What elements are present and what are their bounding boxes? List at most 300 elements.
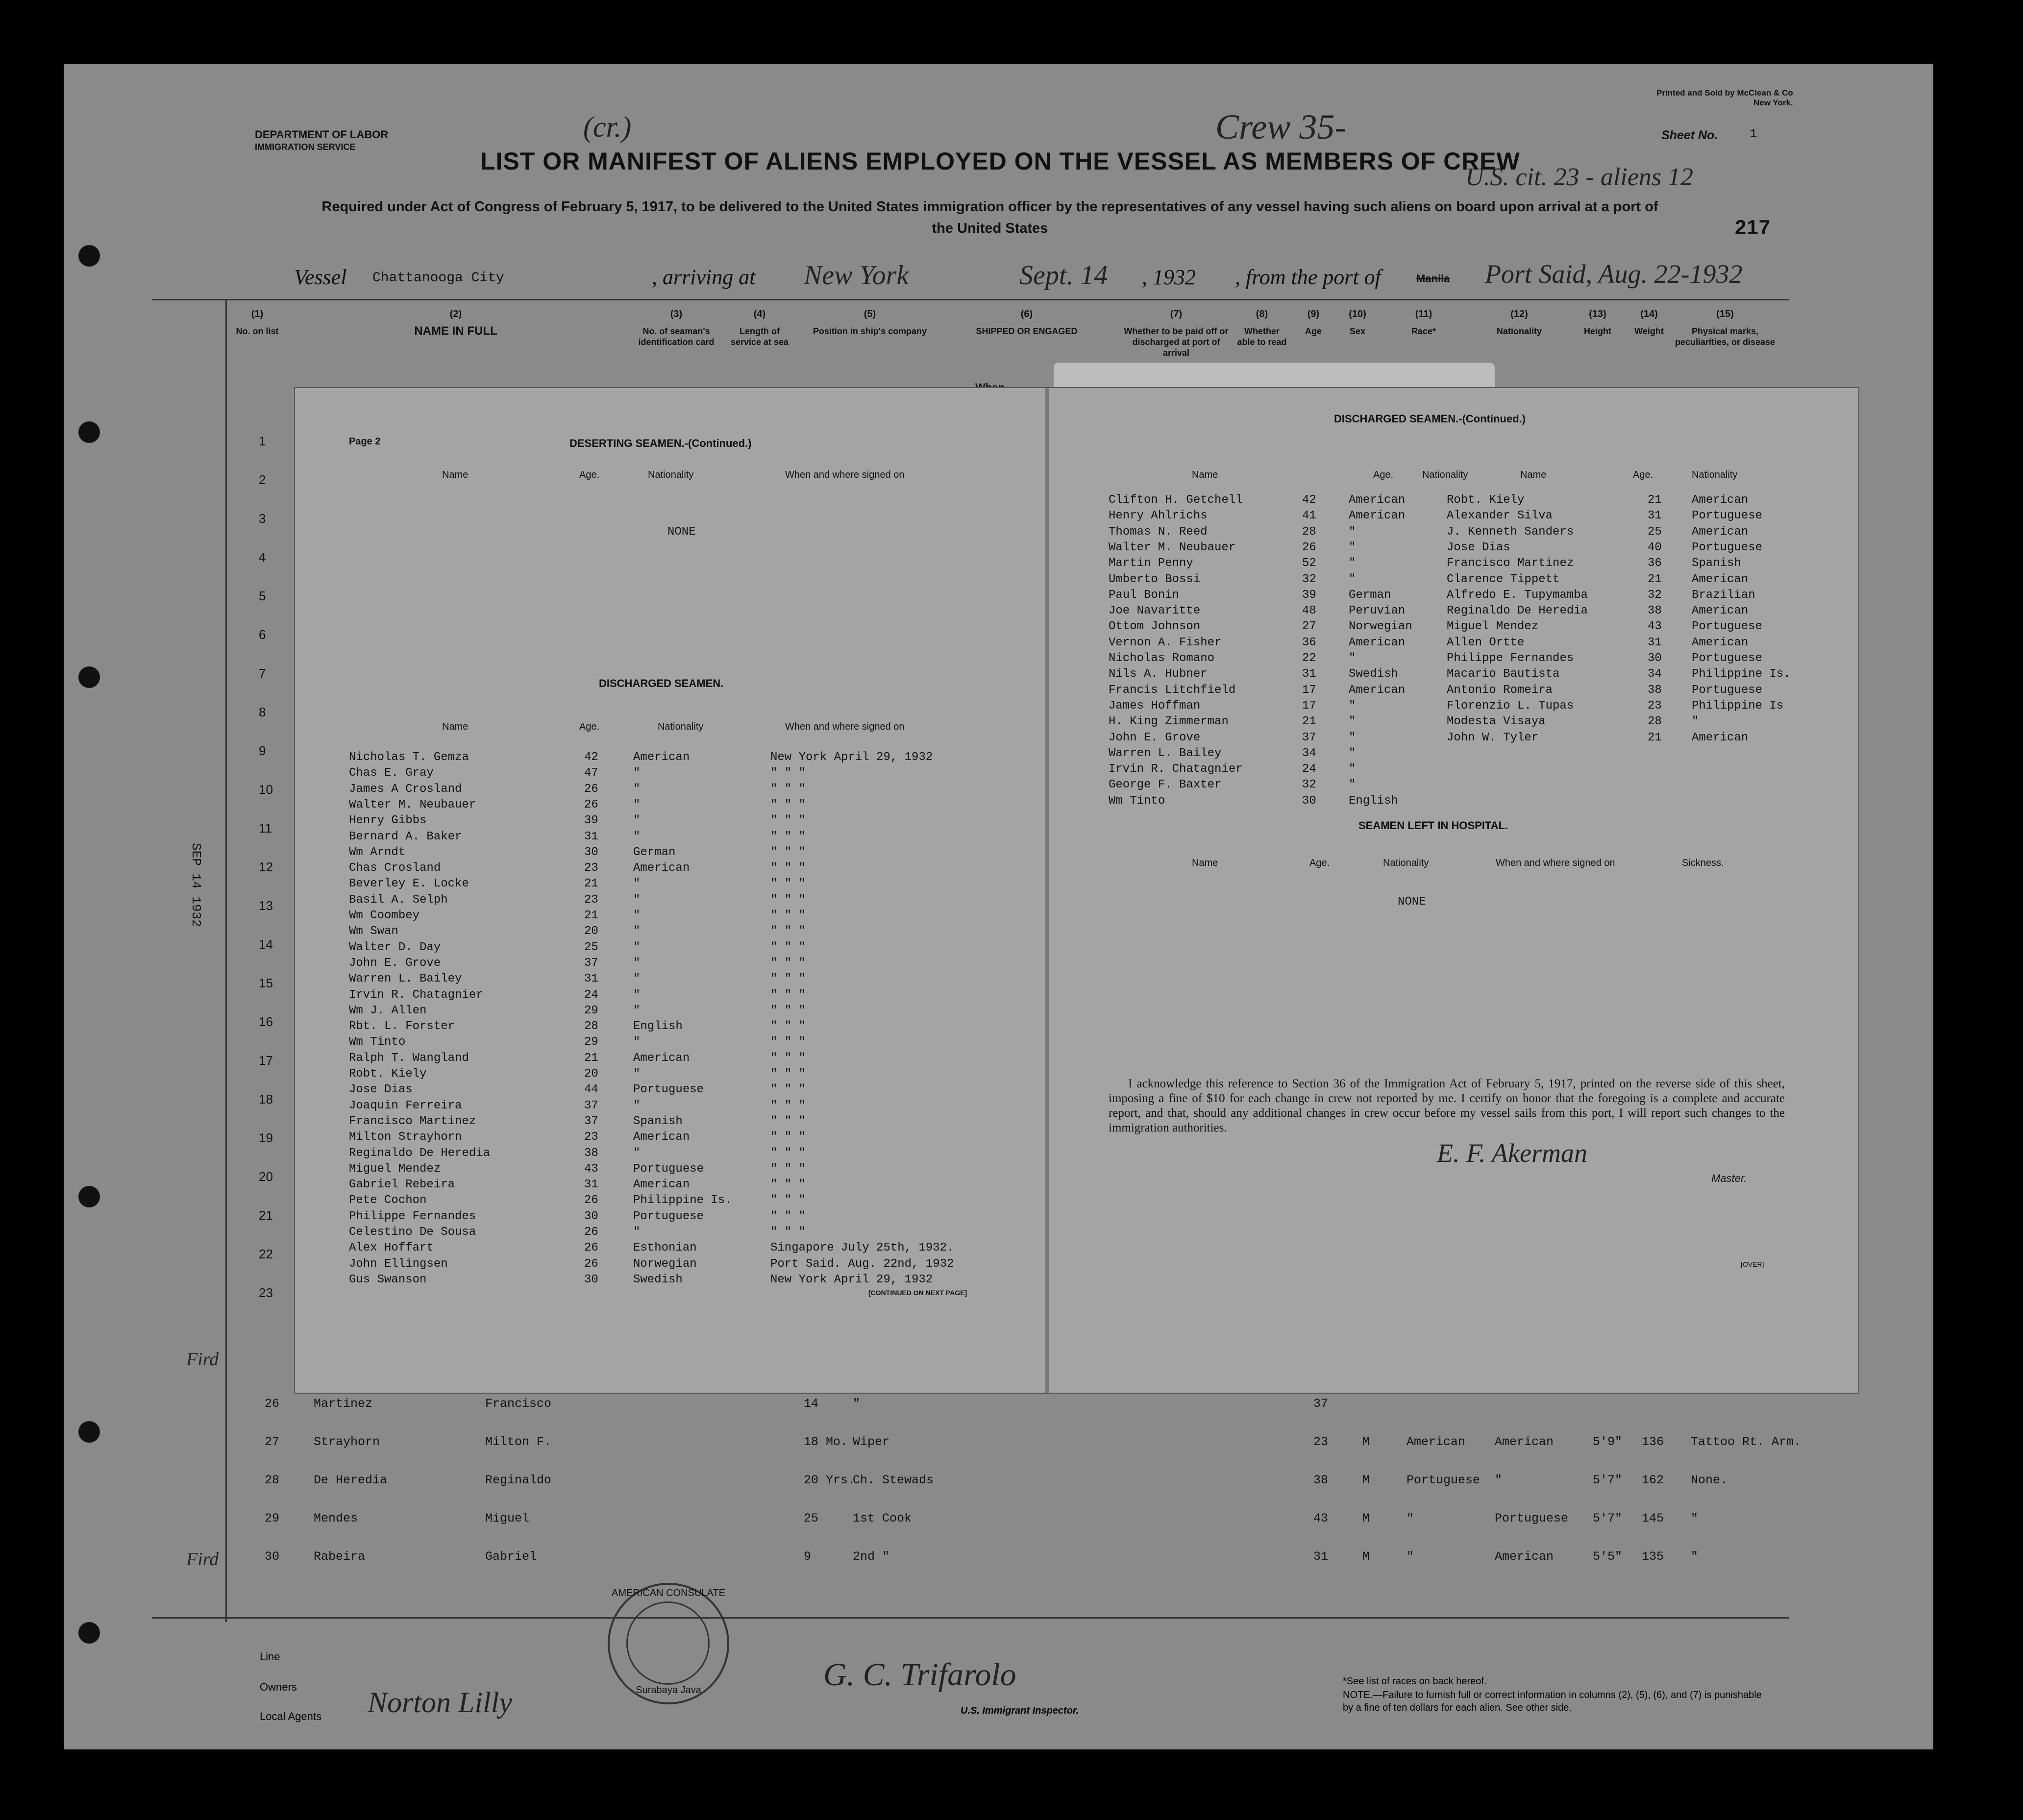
table-cell: 48 [1302, 604, 1316, 618]
table-cell: " [633, 972, 641, 986]
table-cell: J. Kenneth Sanders [1447, 525, 1574, 539]
column-number: (10) [1349, 309, 1366, 320]
crew-row-cell: 37 [1313, 1397, 1329, 1411]
grid-line [152, 1617, 1789, 1619]
table-cell: 21 [584, 1051, 598, 1065]
table-cell: Clarence Tippett [1447, 572, 1560, 586]
table-cell: 32 [1302, 572, 1316, 586]
table-cell: Philippine Is [1692, 699, 1784, 713]
crew-row-cell: 38 [1313, 1473, 1329, 1487]
table-cell: Celestino De Sousa [349, 1226, 476, 1239]
crew-row-cell: 136 [1642, 1435, 1664, 1449]
consulate-seal [608, 1583, 729, 1704]
table-cell: 25 [584, 940, 598, 954]
grid-line [152, 299, 1789, 300]
table-cell: Chas Crosland [349, 861, 441, 875]
crew-row-cell: De Heredia [314, 1473, 388, 1487]
deserting-title: DESERTING SEAMEN.-(Continued.) [569, 437, 752, 449]
table-cell: American [1692, 572, 1749, 586]
crew-row-cell: Gabriel [485, 1549, 537, 1564]
over-label: [OVER] [1741, 1260, 1764, 1268]
table-cell: New York April 29, 1932 [770, 1273, 933, 1286]
table-column-header: Nationality [1383, 858, 1429, 868]
punch-hole [78, 1186, 100, 1207]
table-cell: " [1349, 652, 1356, 665]
crew-row-cell: 31 [1313, 1549, 1329, 1564]
table-cell: " [1349, 557, 1356, 570]
table-cell: " " " [770, 1083, 806, 1097]
table-cell: " " " [770, 814, 806, 828]
table-cell: Spanish [633, 1114, 683, 1128]
crew-row-cell: 30 [265, 1549, 280, 1564]
table-column-header: Name [1192, 858, 1218, 868]
table-cell: 47 [584, 766, 598, 780]
crew-row-cell: Ch. Stewads [853, 1473, 934, 1487]
table-cell: Alexander Silva [1447, 509, 1553, 523]
table-cell: American [1349, 636, 1406, 649]
table-cell: 20 [584, 1067, 598, 1081]
table-cell: 17 [1302, 699, 1316, 713]
column-label: NAME IN FULL [414, 324, 497, 338]
line-number: 15 [259, 976, 273, 990]
deserting-none: NONE [667, 525, 696, 539]
service-line: IMMIGRATION SERVICE [255, 142, 356, 152]
table-cell: Brazilian [1692, 588, 1755, 602]
table-cell: Thomas N. Reed [1109, 525, 1208, 539]
table-cell: 21 [1648, 493, 1662, 507]
table-cell: " " " [770, 845, 806, 859]
line-number: 7 [259, 666, 266, 681]
table-cell: Martin Penny [1109, 557, 1193, 570]
table-cell: Portuguese [1692, 541, 1763, 554]
table-cell: George F. Baxter [1109, 778, 1222, 792]
table-cell: 43 [584, 1162, 598, 1176]
table-cell: Ralph T. Wangland [349, 1051, 469, 1065]
date-stamp: SEP 14 1932 [189, 843, 203, 927]
eagle-emblem-icon [626, 1601, 710, 1685]
crew-row-cell: M [1362, 1511, 1370, 1525]
table-column-header: Nationality [1422, 469, 1468, 480]
table-cell: Wm J. Allen [349, 1004, 427, 1017]
table-cell: 26 [584, 1194, 598, 1207]
table-cell: Antonio Romeira [1447, 683, 1553, 697]
table-cell: 32 [1648, 588, 1662, 602]
table-cell: 26 [584, 1226, 598, 1239]
origin-port: Port Said, Aug. 22-1932 [1485, 259, 1743, 289]
discharged-title: DISCHARGED SEAMEN. [599, 677, 724, 689]
table-cell: Portuguese [1692, 620, 1763, 634]
table-cell: 21 [584, 909, 598, 922]
table-cell: " [1349, 699, 1356, 713]
table-cell: 41 [1302, 509, 1316, 523]
table-cell: American [1349, 683, 1406, 697]
table-cell: " [1349, 525, 1356, 539]
table-cell: American [633, 1178, 690, 1192]
table-cell: Paul Bonin [1109, 588, 1180, 602]
table-cell: 26 [584, 1257, 598, 1271]
table-cell: " [633, 1067, 641, 1081]
table-cell: Reginaldo De Heredia [1447, 604, 1588, 618]
line-label: Line [260, 1650, 280, 1663]
column-label: Sex [1349, 326, 1366, 336]
table-cell: " [1692, 715, 1699, 729]
column-label: No. of seaman's identification card [638, 326, 715, 347]
margin-note: Fird [186, 1349, 219, 1370]
column-label: SHIPPED OR ENGAGED [976, 326, 1078, 336]
table-cell: Philippe Fernandes [1447, 652, 1574, 665]
table-cell: 23 [1648, 699, 1662, 713]
table-cell: Macario Bautista [1447, 667, 1560, 681]
table-cell: New York April 29, 1932 [770, 751, 933, 764]
table-cell: " " " [770, 1067, 806, 1081]
table-column-header: Age. [1633, 469, 1653, 480]
table-cell: 23 [584, 861, 598, 875]
table-cell: American [1692, 604, 1749, 618]
table-cell: Irvin R. Chatagnier [1109, 762, 1243, 776]
line-number: 14 [259, 937, 273, 952]
table-cell: Umberto Bossi [1109, 572, 1201, 586]
table-cell: " " " [770, 766, 806, 780]
table-cell: Portuguese [1692, 509, 1763, 523]
table-cell: 42 [1302, 493, 1316, 507]
column-number: (8) [1256, 309, 1268, 320]
table-cell: " " " [770, 782, 806, 796]
table-cell: 30 [1648, 652, 1662, 665]
column-label: Length of service at sea [730, 326, 789, 347]
table-cell: Port Said. Aug. 22nd, 1932 [770, 1257, 954, 1271]
table-cell: Modesta Visaya [1447, 715, 1546, 729]
table-cell: Philippe Fernandes [349, 1209, 476, 1223]
table-cell: Bernard A. Baker [349, 830, 462, 843]
table-column-header: When and where signed on [785, 469, 905, 480]
table-cell: 26 [1302, 541, 1316, 554]
table-cell: 37 [584, 1099, 598, 1112]
table-cell: Portuguese [633, 1083, 704, 1097]
table-cell: 31 [584, 972, 598, 986]
table-cell: 17 [1302, 683, 1316, 697]
table-cell: 29 [584, 1035, 598, 1049]
crew-row-cell: 20 Yrs. [804, 1473, 856, 1487]
crew-row-cell: 25 [804, 1511, 819, 1525]
table-column-header: Age. [579, 721, 600, 732]
table-cell: " " " [770, 988, 806, 1002]
crew-row-cell: 43 [1313, 1511, 1329, 1525]
table-cell: Rbt. L. Forster [349, 1020, 455, 1033]
arriving-label: , arriving at [652, 265, 756, 289]
crew-row-cell: 5'5" [1593, 1549, 1623, 1564]
table-cell: Pete Cochon [349, 1194, 427, 1207]
table-cell: 31 [1648, 509, 1662, 523]
table-cell: " [1349, 762, 1356, 776]
table-cell: " [633, 909, 641, 922]
table-column-header: Name [1520, 469, 1547, 480]
table-column-header: When and where signed on [785, 721, 905, 732]
table-cell: Singapore July 25th, 1932. [770, 1241, 954, 1255]
table-cell: " [633, 766, 641, 780]
continued-note: [CONTINUED ON NEXT PAGE] [868, 1289, 967, 1297]
column-number: (12) [1510, 309, 1528, 320]
table-cell: " " " [770, 1209, 806, 1223]
table-cell: 24 [1302, 762, 1316, 776]
master-signature: E. F. Akerman [1437, 1138, 1587, 1168]
table-cell: Warren L. Bailey [1109, 746, 1222, 760]
table-cell: 27 [1302, 620, 1316, 634]
handwritten-note: (cr.) [583, 111, 632, 143]
table-cell: " " " [770, 1099, 806, 1112]
line-number: 23 [259, 1285, 273, 1300]
line-number: 5 [259, 589, 266, 603]
table-cell: H. King Zimmerman [1109, 715, 1229, 729]
table-cell: Reginaldo De Heredia [349, 1146, 491, 1160]
column-number: (9) [1307, 309, 1320, 320]
table-cell: Nils A. Hubner [1109, 667, 1208, 681]
column-label: Whether able to read [1237, 326, 1287, 347]
table-cell: 31 [1302, 667, 1316, 681]
overlay-supplement-page [294, 387, 1859, 1394]
table-cell: American [1692, 731, 1749, 744]
table-cell: American [1692, 525, 1749, 539]
table-cell: 37 [584, 1114, 598, 1128]
table-cell: Miguel Mendez [349, 1162, 441, 1176]
column-number: (15) [1716, 309, 1734, 320]
margin-note: Fird [186, 1549, 219, 1570]
table-cell: Wm Arndt [349, 845, 406, 859]
table-cell: " [633, 988, 641, 1002]
column-number: (11) [1415, 309, 1432, 320]
handwritten-crew-count: Crew 35- [1215, 107, 1347, 147]
table-cell: Portuguese [1692, 683, 1763, 697]
table-column-header: When and where signed on [1496, 858, 1615, 868]
column-label: Physical marks, peculiarities, or disease [1675, 326, 1776, 347]
line-number: 4 [259, 550, 266, 565]
column-number: (2) [449, 309, 462, 320]
table-cell: Wm Tinto [1109, 794, 1165, 808]
table-cell: Jose Dias [1447, 541, 1510, 554]
column-number: (13) [1589, 309, 1606, 320]
line-number: 16 [259, 1014, 273, 1029]
crew-row-cell: Strayhorn [314, 1435, 380, 1449]
table-cell: 39 [584, 814, 598, 828]
table-cell: " [633, 814, 641, 828]
column-number: (6) [1020, 309, 1033, 320]
crew-row-cell: Portuguese [1406, 1473, 1480, 1487]
crew-row-cell: 14 [804, 1397, 819, 1411]
table-cell: Alfredo E. Tupymamba [1447, 588, 1588, 602]
table-cell: " [633, 1146, 641, 1160]
table-cell: 36 [1302, 636, 1316, 649]
master-label: Master. [1711, 1172, 1747, 1184]
table-cell: American [1349, 509, 1406, 523]
table-cell: 29 [584, 1004, 598, 1017]
table-cell: Norwegian [1349, 620, 1412, 634]
crew-row-cell: American [1495, 1435, 1554, 1449]
table-cell: " " " [770, 1035, 806, 1049]
hospital-none: NONE [1398, 895, 1426, 909]
table-cell: Wm Swan [349, 925, 398, 938]
crew-row-cell: " [853, 1397, 861, 1411]
crew-row-cell: " [1691, 1511, 1699, 1525]
table-cell: " " " [770, 1146, 806, 1160]
table-column-header: Nationality [658, 721, 704, 732]
page-label: Page 2 [349, 436, 381, 447]
line-number: 2 [259, 472, 266, 487]
crew-row-cell: 18 Mo. [804, 1435, 848, 1449]
table-cell: 38 [1648, 683, 1662, 697]
table-cell: 20 [584, 925, 598, 938]
crew-row-cell: Milton F. [485, 1435, 552, 1449]
table-cell: " [633, 956, 641, 970]
arrival-port: New York [804, 260, 909, 291]
column-label: Height [1584, 326, 1611, 336]
table-cell: John W. Tyler [1447, 731, 1539, 744]
column-label: Age [1305, 326, 1322, 336]
table-cell: 28 [1302, 525, 1316, 539]
table-cell: " " " [770, 830, 806, 843]
line-number: 20 [259, 1169, 273, 1184]
column-label: Whether to be paid off or discharged at port of arrival [1124, 326, 1229, 358]
line-number: 6 [259, 627, 266, 642]
column-label: Weight [1634, 326, 1664, 336]
table-cell: 43 [1648, 620, 1662, 634]
table-column-header: Name [1192, 469, 1218, 480]
table-cell: " [633, 1035, 641, 1049]
column-number: (5) [863, 309, 876, 320]
table-cell: 28 [584, 1020, 598, 1033]
table-cell: " [633, 1004, 641, 1017]
table-cell: Clifton H. Getchell [1109, 493, 1243, 507]
table-cell: " " " [770, 909, 806, 922]
races-note: *See list of races on back hereof. [1343, 1676, 1487, 1687]
seal-top-text: AMERICAN CONSULATE [612, 1588, 725, 1599]
table-cell: 34 [1302, 746, 1316, 760]
table-column-header: Name [442, 721, 469, 732]
crew-row-cell: 5'7" [1593, 1473, 1623, 1487]
crew-row-cell: Martinez [314, 1397, 373, 1411]
table-cell: " [1349, 541, 1356, 554]
table-cell: 36 [1648, 557, 1662, 570]
table-cell: " [633, 893, 641, 907]
table-cell: Francis Litchfield [1109, 683, 1236, 697]
table-cell: Walter D. Day [349, 940, 441, 954]
crew-row-cell: American [1406, 1435, 1466, 1449]
table-cell: Joaquin Ferreira [349, 1099, 462, 1112]
punch-hole [78, 245, 100, 267]
table-column-header: Age. [579, 469, 600, 480]
table-cell: 30 [584, 1209, 598, 1223]
table-cell: 26 [584, 782, 598, 796]
line-number: 18 [259, 1092, 273, 1107]
table-cell: Walter M. Neubauer [349, 798, 476, 812]
table-cell: American [633, 1131, 690, 1144]
table-cell: Henry Gibbs [349, 814, 427, 828]
table-cell: 31 [584, 830, 598, 843]
table-cell: 22 [1302, 652, 1316, 665]
table-cell: Henry Ahlrichs [1109, 509, 1208, 523]
crew-row-cell: 28 [265, 1473, 280, 1487]
table-cell: John E. Grove [1109, 731, 1201, 744]
owners-label: Owners [260, 1681, 297, 1693]
crew-row-cell: " [1495, 1473, 1503, 1487]
crew-row-cell: 1st Cook [853, 1511, 912, 1525]
crew-row-cell: " [1406, 1511, 1414, 1525]
table-cell: " " " [770, 925, 806, 938]
table-cell: English [1349, 794, 1398, 808]
line-number: 21 [259, 1208, 273, 1223]
crew-row-cell: M [1362, 1549, 1370, 1564]
crew-row-cell: Mendes [314, 1511, 358, 1525]
table-cell: " [633, 1226, 641, 1239]
page-number: 217 [1735, 216, 1771, 239]
table-cell: Peruvian [1349, 604, 1406, 618]
handwritten-aliens-count: U.S. cit. 23 - aliens 12 [1465, 163, 1694, 191]
table-cell: Philippine Is. [633, 1194, 732, 1207]
crew-row-cell: M [1362, 1473, 1370, 1487]
certification-text: I acknowledge this reference to Section 36 of the Immigration Act of February 5, 1917, printed on the reverse side of this sheet, imposing a fine of $10 for each change in crew not reported by me. I certify on honor that the foregoing is a complete and accurate report, and that, should any additional changes in crew occur before my vessel sails from this port, I will report such changes to the immigration authorities. [1109, 1077, 1785, 1134]
right-discharged-title: DISCHARGED SEAMEN.-(Continued.) [1334, 413, 1526, 425]
table-cell: " " " [770, 1004, 806, 1017]
table-cell: John Ellingsen [349, 1257, 448, 1271]
table-cell: American [1692, 493, 1749, 507]
table-cell: 21 [1648, 731, 1662, 744]
table-cell: Robt. Kiely [349, 1067, 427, 1081]
table-cell: 44 [584, 1083, 598, 1097]
from-port-label: , from the port of [1235, 265, 1381, 289]
table-cell: " [633, 940, 641, 954]
table-cell: Philippine Is. [1692, 667, 1791, 681]
table-cell: Gus Swanson [349, 1273, 427, 1286]
agents-value: Norton Lilly [368, 1686, 513, 1719]
table-cell: Basil A. Selph [349, 893, 448, 907]
table-cell: " " " [770, 1162, 806, 1176]
table-cell: Spanish [1692, 557, 1741, 570]
vessel-label: Vessel [294, 265, 347, 289]
crew-row-cell: 9 [804, 1549, 812, 1564]
struck-port: Manila [1416, 272, 1450, 285]
crew-row-cell: American [1495, 1549, 1554, 1564]
crew-row-cell: 145 [1642, 1511, 1664, 1525]
table-cell: American [1349, 493, 1406, 507]
inspector-signature: G. C. Trifarolo [823, 1657, 1016, 1693]
table-cell: 42 [584, 751, 598, 764]
line-number: 3 [259, 511, 266, 526]
crew-row-cell: " [1406, 1549, 1414, 1564]
table-cell: 31 [1648, 636, 1662, 649]
column-number: (1) [251, 309, 264, 320]
table-cell: Norwegian [633, 1257, 697, 1271]
table-cell: 21 [584, 877, 598, 891]
crew-row-cell: 135 [1642, 1549, 1664, 1564]
column-label: Nationality [1496, 326, 1542, 336]
table-cell: 21 [1648, 572, 1662, 586]
column-label: No. on list [236, 326, 279, 336]
crew-row-cell: Miguel [485, 1511, 530, 1525]
table-cell: " " " [770, 1114, 806, 1128]
table-cell: 28 [1648, 715, 1662, 729]
table-cell: Francisco Martinez [1447, 557, 1574, 570]
table-cell: American [633, 861, 690, 875]
table-cell: 26 [584, 1241, 598, 1255]
line-number: 22 [259, 1247, 273, 1261]
table-cell: American [633, 751, 690, 764]
agents-label: Local Agents [260, 1710, 321, 1722]
table-cell: Jose Dias [349, 1083, 413, 1097]
table-cell: " " " [770, 1178, 806, 1192]
hospital-title: SEAMEN LEFT IN HOSPITAL. [1358, 819, 1508, 832]
table-cell: " [633, 782, 641, 796]
table-cell: " " " [770, 877, 806, 891]
crew-row-cell: 5'7" [1593, 1511, 1623, 1525]
crew-row-cell: Wiper [853, 1435, 890, 1449]
